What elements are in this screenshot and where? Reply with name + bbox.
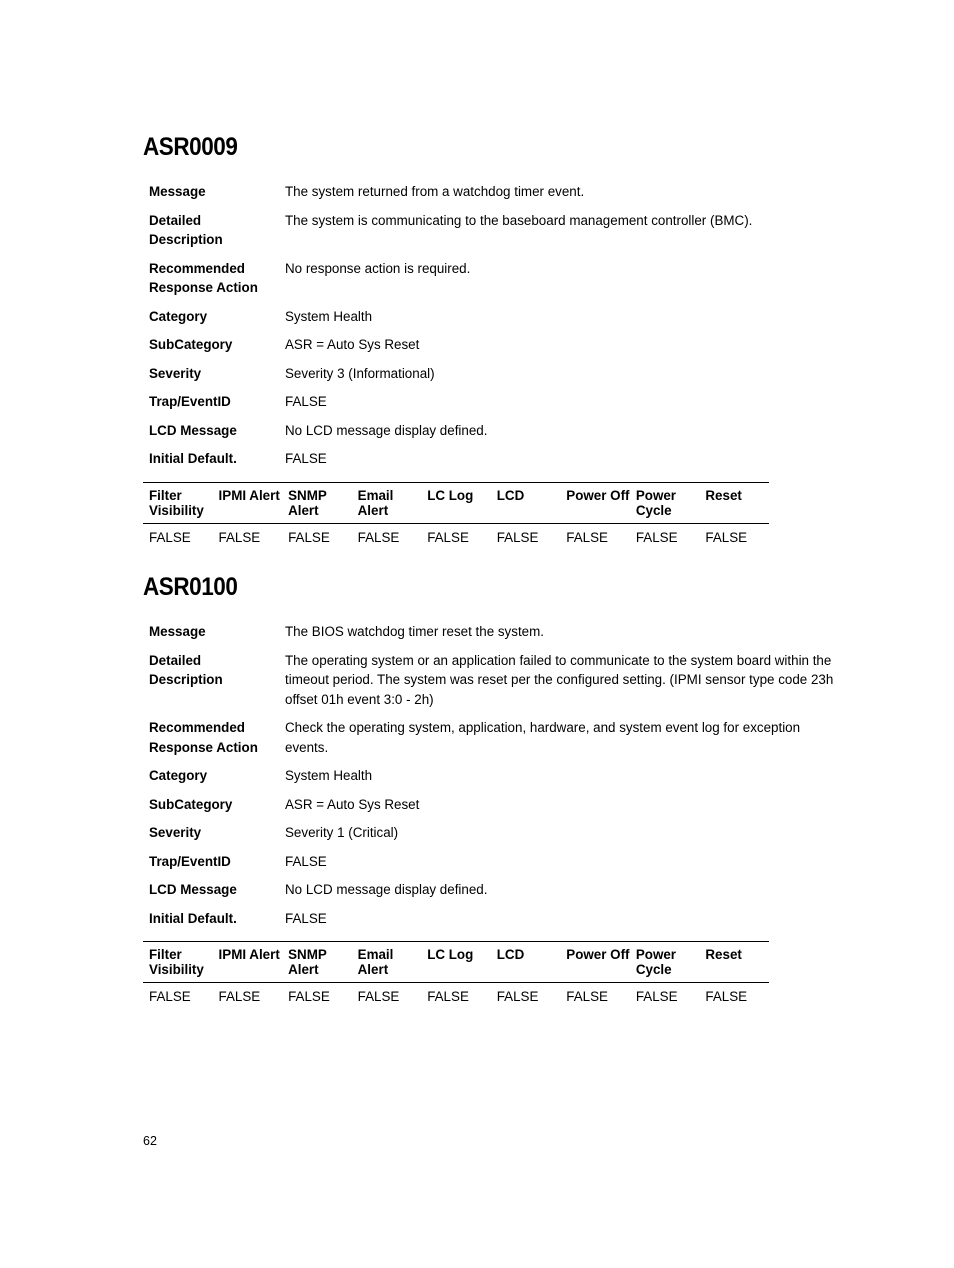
property-label: Trap/EventID (149, 394, 231, 409)
filter-value: FALSE (705, 989, 748, 1004)
property-value: FALSE (285, 451, 327, 466)
filter-value: FALSE (357, 989, 400, 1004)
filter-header: Email Alert (352, 942, 422, 983)
filter-header: LCD (491, 482, 561, 523)
property-label: Severity (149, 365, 202, 381)
filter-value: FALSE (288, 529, 330, 545)
property-label: Initial Default. (149, 910, 237, 926)
filter-table (143, 941, 769, 1004)
filter-header: SNMP Alert (282, 942, 352, 983)
filter-value: FALSE (635, 989, 678, 1004)
section-code: ASR0009 (143, 133, 238, 161)
property-value: Check the operating system, application, hardware, and system event log for exception events. (285, 720, 801, 755)
filter-value: FALSE (149, 529, 191, 545)
filter-value: FALSE (149, 989, 191, 1004)
property-label: Category (149, 308, 208, 324)
property-label: Message (149, 624, 206, 639)
page-number: 62 (143, 1134, 157, 1148)
property-value: Severity 1 (Critical) (285, 825, 399, 840)
property-label: Severity (149, 825, 202, 840)
filter-table (143, 482, 769, 545)
filter-value: FALSE (496, 529, 539, 545)
filter-value: FALSE (635, 529, 678, 545)
section-code: ASR0100 (143, 573, 238, 601)
property-row (143, 392, 835, 421)
property-label: Detailed Description (149, 212, 223, 247)
property-row (143, 421, 835, 450)
properties-table (143, 622, 835, 937)
property-value: No LCD message display defined. (285, 882, 488, 897)
filter-value: FALSE (427, 989, 469, 1004)
property-row (143, 718, 835, 766)
property-row (143, 622, 835, 651)
properties-table (143, 182, 835, 478)
property-label: Recommended Response Action (149, 720, 258, 755)
property-label: Trap/EventID (149, 853, 231, 869)
filter-value: FALSE (566, 989, 608, 1004)
filter-header: Reset (699, 942, 769, 983)
property-label: SubCategory (149, 796, 233, 812)
filter-header: Power Cycle (630, 942, 700, 983)
property-label: Recommended Response Action (149, 260, 258, 295)
filter-header: Reset (699, 482, 769, 523)
property-value: FALSE (285, 853, 327, 869)
property-row (143, 364, 835, 393)
filter-value: FALSE (218, 989, 261, 1004)
property-row (143, 880, 835, 909)
property-value: ASR = Auto Sys Reset (285, 337, 420, 352)
filter-header: Filter Visibility (143, 942, 213, 983)
property-value: Severity 3 (Informational) (285, 365, 435, 381)
filter-header: LC Log (421, 942, 491, 983)
property-value: No response action is required. (285, 260, 471, 276)
property-row (143, 182, 835, 211)
property-value: FALSE (285, 394, 327, 409)
property-label: Message (149, 184, 206, 199)
section-asr0100 (143, 570, 843, 1004)
property-row (143, 259, 835, 307)
filter-value: FALSE (427, 529, 469, 545)
filter-header: Filter Visibility (143, 482, 213, 523)
property-label: Initial Default. (149, 451, 237, 466)
property-row (143, 823, 835, 852)
filter-value: FALSE (566, 529, 608, 545)
property-value: System Health (285, 308, 373, 324)
property-row (143, 852, 835, 881)
property-row (143, 651, 835, 719)
property-row (143, 909, 835, 938)
property-value: The BIOS watchdog timer reset the system. (285, 624, 544, 639)
filter-value: FALSE (496, 989, 539, 1004)
filter-value: FALSE (357, 529, 400, 545)
filter-header: IPMI Alert (213, 482, 283, 523)
property-value: No LCD message display defined. (285, 422, 488, 438)
property-label: SubCategory (149, 337, 233, 352)
filter-value: FALSE (288, 989, 330, 1004)
property-row (143, 307, 835, 336)
property-label: Detailed Description (149, 652, 223, 687)
filter-header: Power Off (560, 942, 630, 983)
property-value: System Health (285, 768, 373, 783)
property-row (143, 795, 835, 824)
filter-header: SNMP Alert (282, 482, 352, 523)
section-asr0009 (143, 130, 843, 545)
filter-value: FALSE (705, 529, 748, 545)
property-row (143, 335, 835, 364)
property-value: The system is communicating to the baseboard management controller (BMC). (285, 212, 753, 228)
property-value: The operating system or an application failed to communicate to the system board within the timeout period. The system was reset per the configured setting. (IPMI sensor type code 23h offset 01h event 3:0 - 2h) (285, 652, 834, 707)
filter-header: Email Alert (352, 482, 422, 523)
filter-header: IPMI Alert (213, 942, 283, 983)
property-value: The system returned from a watchdog timer event. (285, 184, 585, 199)
property-label: Category (149, 768, 208, 783)
filter-header: LCD (491, 942, 561, 983)
property-label: LCD Message (149, 422, 237, 438)
filter-header: Power Off (560, 482, 630, 523)
property-value: FALSE (285, 910, 327, 926)
filter-header: LC Log (421, 482, 491, 523)
property-row (143, 211, 835, 259)
property-row (143, 766, 835, 795)
filter-header: Power Cycle (630, 482, 700, 523)
filter-value: FALSE (218, 529, 261, 545)
property-value: ASR = Auto Sys Reset (285, 796, 420, 812)
property-row (143, 449, 835, 478)
property-label: LCD Message (149, 882, 237, 897)
